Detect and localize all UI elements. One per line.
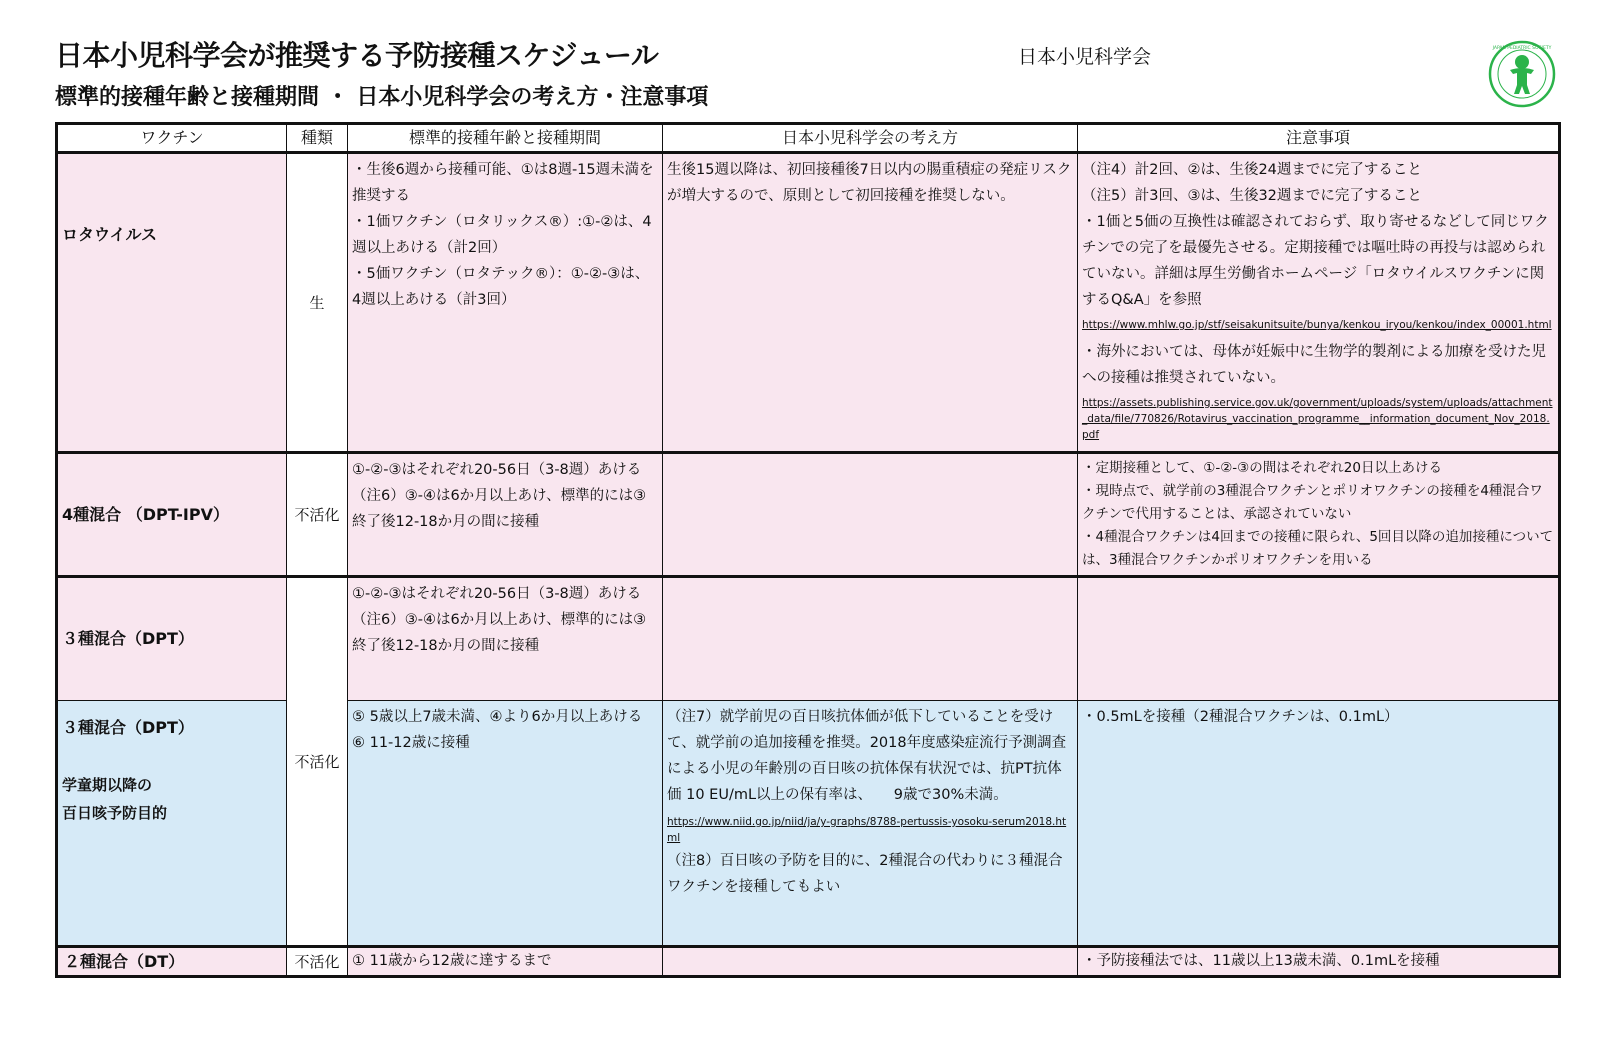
table-row-dt — [57, 947, 1560, 977]
standard-line: ⑤ 5歳以上7歳未満、④より6か月以上あける — [352, 709, 643, 725]
standard-age-dpt-school-age — [348, 701, 663, 947]
opinion-dpt-ipv — [663, 453, 1078, 577]
column-header-standard-age: 標準的接種年齢と接種期間 — [348, 124, 663, 153]
standard-line: ⑥ 11-12歳に接種 — [352, 735, 470, 751]
standard-age-dt: ① 11歳から12歳に達するまで — [348, 947, 663, 977]
opinion-line: （注7）就学前児の百日咳抗体価が低下していることを受けて、就学前の追加接種を推奨。2018年度感染症流行予測調査による小児の年齢別の百日咳の抗体保有状況では、抗PT抗体価 10 EU/mL以上の保有率は、 9歳で30%未満。 — [667, 709, 1067, 803]
vaccine-name-dt: ２種混合（DT） — [57, 947, 287, 977]
vaccine-type-rotavirus: 生 — [287, 153, 348, 453]
standard-line: ・1価ワクチン（ロタリックス®）:①-②は、4週以上あける（計2回） — [352, 214, 652, 256]
note-line: （注5）計3回、③は、生後32週までに完了すること — [1082, 188, 1422, 204]
note-line: ・現時点で、就学前の3種混合ワクチンとポリオワクチンの接種を4種混合ワクチンで代用することは、承認されていない — [1082, 483, 1543, 522]
standard-age-dpt-ipv — [348, 453, 663, 577]
standard-age-rotavirus — [348, 153, 663, 453]
vaccine-type-dt: 不活化 — [287, 947, 348, 977]
opinion-rotavirus: 生後15週以降は、初回接種後7日以内の腸重積症の発症リスクが増大するので、原則として初回接種を推奨しない。 — [663, 153, 1078, 453]
page-title: 日本小児科学会が推奨する予防接種スケジュール — [55, 39, 659, 72]
column-header-jps-opinion: 日本小児科学会の考え方 — [663, 124, 1078, 153]
opinion-dt — [663, 947, 1078, 977]
vaccine-subtitle-line: 学童期以降の — [62, 776, 153, 794]
opinion-dpt — [663, 577, 1078, 701]
standard-line: ①-②-③はそれぞれ20-56日（3-8週）あける — [352, 462, 642, 478]
vaccine-name-dpt-school-age — [57, 701, 287, 947]
mhlw-link[interactable]: https://www.mhlw.go.jp/stf/seisakunitsuite/bunya/kenkou_iryou/kenkou/index_00001.html — [1082, 319, 1552, 331]
vaccine-name-dpt: ３種混合（DPT） — [57, 577, 287, 701]
standard-line: （注6）③-④は6か月以上あけ、標準的には③終了後12-18か月の間に接種 — [352, 612, 647, 654]
notes-dpt — [1078, 577, 1560, 701]
vaccination-schedule-table — [55, 122, 1561, 978]
svg-text:JAPAN PEDIATRIC SOCIETY: JAPAN PEDIATRIC SOCIETY — [1492, 46, 1552, 51]
note-line: ・定期接種として、①-②-③の間はそれぞれ20日以上あける — [1082, 460, 1442, 476]
vaccine-name-rotavirus: ロタウイルス — [57, 153, 287, 453]
vaccine-name-dpt-ipv: 4種混合 （DPT-IPV） — [57, 453, 287, 577]
note-line: ・4種混合ワクチンは4回までの接種に限られ、5回目以降の追加接種については、3種混合ワクチンかポリオワクチンを用いる — [1082, 529, 1554, 568]
table-row-dpt-ipv — [57, 453, 1560, 577]
note-line: （注4）計2回、②は、生後24週までに完了すること — [1082, 162, 1422, 178]
column-header-notes: 注意事項 — [1078, 124, 1560, 153]
column-header-vaccine: ワクチン — [57, 124, 287, 153]
page-subtitle: 標準的接種年齢と接種期間 ・ 日本小児科学会の考え方・注意事項 — [55, 85, 709, 110]
standard-age-dpt — [348, 577, 663, 701]
opinion-line: （注8）百日咳の予防を目的に、2種混合の代わりに３種混合ワクチンを接種してもよい — [667, 853, 1063, 895]
table-row-dpt — [57, 577, 1560, 701]
vaccine-type-dpt-ipv: 不活化 — [287, 453, 348, 577]
table-row-rotavirus — [57, 153, 1560, 453]
note-line: ・海外においては、母体が妊娠中に生物学的製剤による加療を受けた児への接種は推奨されていない。 — [1082, 344, 1546, 386]
table-header-row — [57, 124, 1560, 153]
notes-dpt-school-age: ・0.5mLを接種（2種混合ワクチンは、0.1mL） — [1078, 701, 1560, 947]
notes-dt: ・予防接種法では、11歳以上13歳未満、0.1mLを接種 — [1078, 947, 1560, 977]
standard-line: ①-②-③はそれぞれ20-56日（3-8週）あける — [352, 586, 642, 602]
vaccine-subtitle-line: 百日咳予防目的 — [62, 804, 168, 822]
standard-line: ・生後6週から接種可能、①は8週-15週未満を推奨する — [352, 162, 654, 204]
standard-line: （注6）③-④は6か月以上あけ、標準的には③終了後12-18か月の間に接種 — [352, 488, 647, 530]
notes-rotavirus — [1078, 153, 1560, 453]
notes-dpt-ipv — [1078, 453, 1560, 577]
gov-uk-link[interactable]: https://assets.publishing.service.gov.uk/government/uploads/system/uploads/attachment_data/file/770826/Rotavirus_vaccination_programme__information_document_Nov_2018.pdf — [1082, 397, 1553, 441]
vaccine-name-dpt-school-age-title: ３種混合（DPT） — [62, 718, 194, 737]
organization-name: 日本小児科学会 — [1018, 46, 1152, 68]
vaccine-type-dpt: 不活化 — [287, 577, 348, 947]
society-logo — [1488, 40, 1556, 108]
standard-line: ・5価ワクチン（ロタテック®）：①-②-③は、4週以上あける（計3回） — [352, 266, 650, 308]
opinion-dpt-school-age — [663, 701, 1078, 947]
niid-link[interactable]: https://www.niid.go.jp/niid/ja/y-graphs/8788-pertussis-yosoku-serum2018.html — [667, 816, 1067, 844]
column-header-type: 種類 — [287, 124, 348, 153]
note-line: ・1価と5価の互換性は確認されておらず、取り寄せるなどして同じワクチンでの完了を最優先させる。定期接種では嘔吐時の再投与は認められていない。詳細は厚生労働省ホームページ「ロタウイルスワクチンに関するQ&A」を参照 — [1082, 214, 1549, 308]
table-row-dpt-school-age — [57, 701, 1560, 947]
